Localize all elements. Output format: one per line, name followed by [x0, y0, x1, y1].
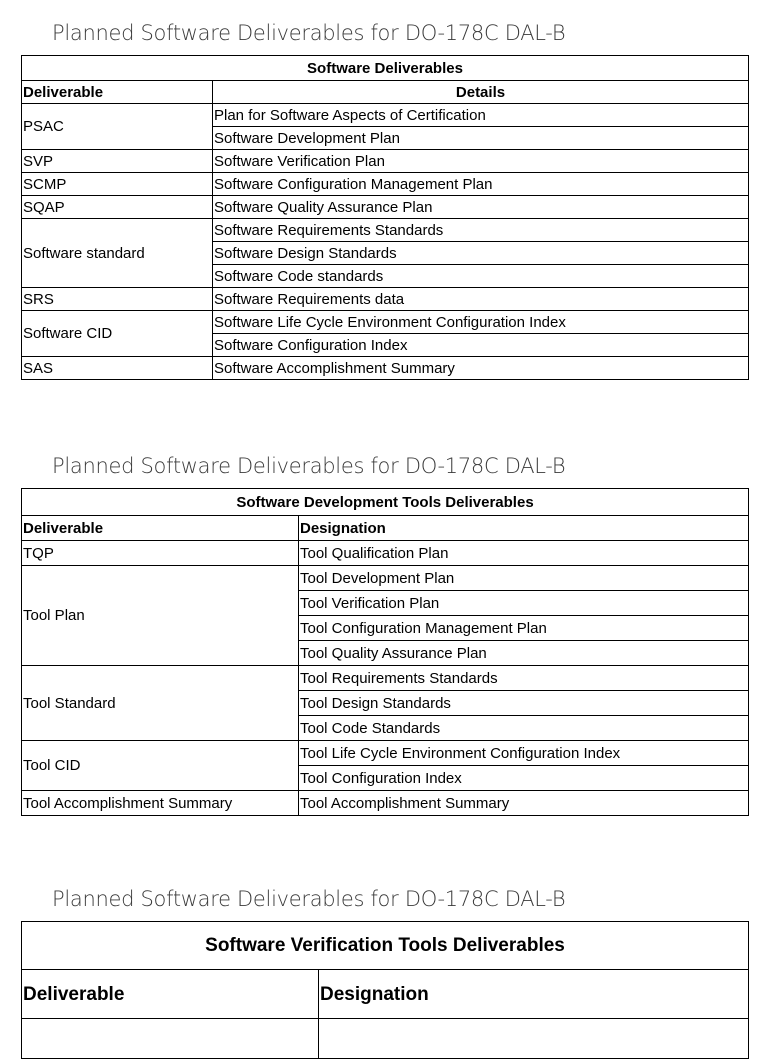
section-2-title: Planned Software Deliverables for DO-178C DAL-B: [52, 454, 566, 478]
deliverable-cell: [22, 1019, 319, 1059]
column-header-designation: Designation: [299, 516, 749, 541]
table-caption: Software Verification Tools Deliverables: [22, 922, 749, 970]
section-3-title: Planned Software Deliverables for DO-178C DAL-B: [52, 887, 566, 911]
column-header-deliverable: Deliverable: [22, 81, 213, 104]
detail-cell: Software Code standards: [213, 265, 749, 288]
detail-cell: [319, 1019, 749, 1059]
deliverable-cell: SCMP: [22, 173, 213, 196]
detail-cell: Tool Code Standards: [299, 716, 749, 741]
deliverable-cell: Tool CID: [22, 741, 299, 791]
detail-cell: Tool Configuration Management Plan: [299, 616, 749, 641]
detail-cell: Software Verification Plan: [213, 150, 749, 173]
development-tools-deliverables-table: [21, 488, 749, 816]
table-caption: Software Development Tools Deliverables: [22, 489, 749, 516]
detail-cell: Tool Configuration Index: [299, 766, 749, 791]
deliverable-cell: SVP: [22, 150, 213, 173]
deliverable-cell: Software standard: [22, 219, 213, 288]
detail-cell: Software Quality Assurance Plan: [213, 196, 749, 219]
detail-cell: Software Configuration Management Plan: [213, 173, 749, 196]
detail-cell: Software Life Cycle Environment Configuration Index: [213, 311, 749, 334]
detail-cell: Plan for Software Aspects of Certification: [213, 104, 749, 127]
detail-cell: Tool Development Plan: [299, 566, 749, 591]
verification-tools-deliverables-table: [21, 921, 749, 1059]
table-caption: Software Deliverables: [22, 56, 749, 81]
deliverable-cell: TQP: [22, 541, 299, 566]
detail-cell: Tool Accomplishment Summary: [299, 791, 749, 816]
section-1-title: Planned Software Deliverables for DO-178C DAL-B: [52, 21, 566, 45]
detail-cell: Software Requirements data: [213, 288, 749, 311]
detail-cell: Software Accomplishment Summary: [213, 357, 749, 380]
deliverable-cell: Software CID: [22, 311, 213, 357]
column-header-designation: Designation: [319, 970, 749, 1019]
deliverable-cell: Tool Standard: [22, 666, 299, 741]
column-header-deliverable: Deliverable: [22, 970, 319, 1019]
column-header-deliverable: Deliverable: [22, 516, 299, 541]
detail-cell: Tool Qualification Plan: [299, 541, 749, 566]
detail-cell: Software Design Standards: [213, 242, 749, 265]
deliverable-cell: SAS: [22, 357, 213, 380]
deliverable-cell: SRS: [22, 288, 213, 311]
detail-cell: Tool Requirements Standards: [299, 666, 749, 691]
detail-cell: Software Requirements Standards: [213, 219, 749, 242]
deliverable-cell: Tool Accomplishment Summary: [22, 791, 299, 816]
detail-cell: Software Configuration Index: [213, 334, 749, 357]
detail-cell: Software Development Plan: [213, 127, 749, 150]
column-header-details: Details: [213, 81, 749, 104]
deliverable-cell: SQAP: [22, 196, 213, 219]
deliverable-cell: Tool Plan: [22, 566, 299, 666]
detail-cell: Tool Design Standards: [299, 691, 749, 716]
detail-cell: Tool Quality Assurance Plan: [299, 641, 749, 666]
detail-cell: Tool Life Cycle Environment Configuration Index: [299, 741, 749, 766]
deliverable-cell: PSAC: [22, 104, 213, 150]
detail-cell: Tool Verification Plan: [299, 591, 749, 616]
software-deliverables-table: [21, 55, 749, 380]
